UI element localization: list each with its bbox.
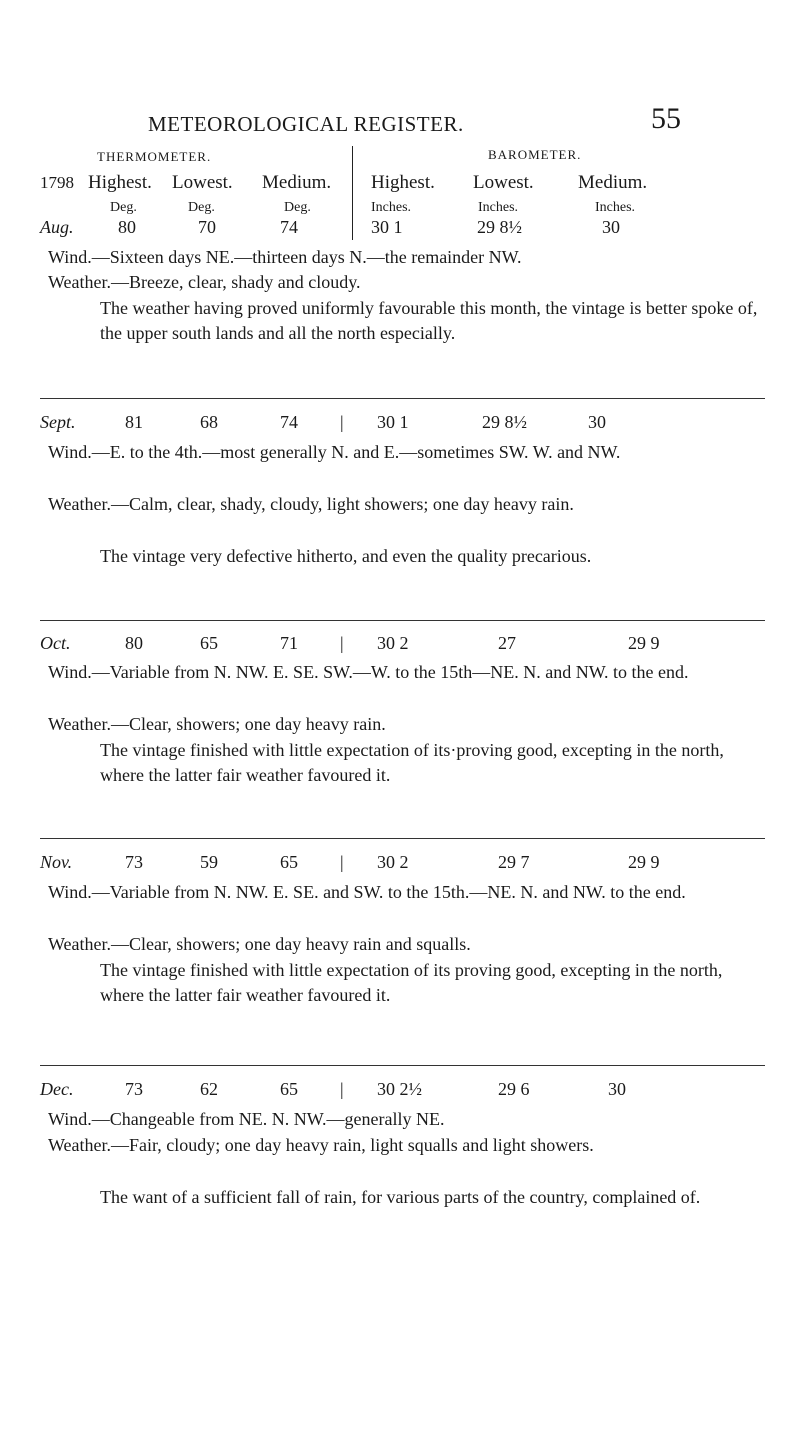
section-rule [40,838,765,839]
baro-lowest: 29 6 [498,1079,530,1099]
wind-note: Wind.—Sixteen days NE.—thirteen days N.—the remainder NW. [48,247,522,267]
thermo-lowest: 68 [200,412,218,432]
running-head [0,100,800,140]
baro-highest: 30 2½ [377,1079,422,1099]
thermo-highest: 73 [125,852,143,872]
baro-highest-header: Highest. [371,172,435,193]
thermo-medium: 65 [280,1079,298,1099]
baro-highest-unit: Inches. [371,200,412,215]
thermo-highest-unit: Deg. [110,200,137,215]
column-divider: | [340,1079,344,1099]
thermo-medium: 74 [280,412,298,432]
thermo-medium: 71 [280,633,298,653]
weather-note: Weather.—Clear, showers; one day heavy rain. [48,714,386,734]
month-label: Oct. [40,633,71,653]
baro-medium: 29 9 [628,852,660,872]
reading-row-dec [40,1079,760,1105]
thermo-lowest-header: Lowest. [172,172,233,193]
reading-row-oct [40,633,760,659]
reading-row-nov [40,852,760,878]
remark: The vintage finished with little expectation of its proving good, excepting in the north, where the latter fair weather favoured it. [100,960,723,1005]
weather-note: Weather.—Calm, clear, shady, cloudy, light showers; one day heavy rain. [48,494,574,514]
baro-highest: 30 2 [377,633,409,653]
wind-note: Wind.—Variable from N. NW. E. SE. and SW. to the 15th.—NE. N. and NW. to the end. [48,882,686,902]
month-label: Aug. [40,217,74,237]
thermometer-caption: THERMOMETER. [97,149,212,164]
column-divider: | [340,852,344,872]
thermo-highest: 80 [118,217,136,237]
thermo-medium: 74 [280,217,298,237]
baro-medium: 30 [602,217,620,237]
thermo-highest: 81 [125,412,143,432]
baro-medium-header: Medium. [578,172,648,193]
wind-note: Wind.—Variable from N. NW. E. SE. SW.—W. to the 15th—NE. N. and NW. to the end. [48,662,689,682]
column-divider: | [340,633,344,653]
thermo-medium: 65 [280,852,298,872]
remark: The vintage finished with little expectation of its·proving good, excepting in the north, where the latter fair weather favoured it. [100,740,724,785]
thermo-highest: 80 [125,633,143,653]
reading-row-aug [40,217,760,243]
thermo-lowest: 65 [200,633,218,653]
baro-lowest: 29 8½ [482,412,527,432]
wind-note: Wind.—Changeable from NE. N. NW.—generally NE. [48,1109,445,1129]
section-rule [40,620,765,621]
weather-note: Weather.—Clear, showers; one day heavy rain and squalls. [48,934,471,954]
weather-note: Weather.—Breeze, clear, shady and cloudy. [48,272,361,292]
month-label: Dec. [40,1079,74,1099]
thermo-lowest: 62 [200,1079,218,1099]
year-label: 1798 [40,173,74,192]
barometer-caption: BAROMETER. [488,147,582,162]
baro-highest: 30 1 [371,217,403,237]
thermo-highest-header: Highest. [88,172,152,193]
reading-row-sept [40,412,760,438]
thermo-highest: 73 [125,1079,143,1099]
section-rule [40,398,765,399]
baro-lowest-unit: Inches. [478,200,519,215]
column-divider: | [340,412,344,432]
baro-medium: 29 9 [628,633,660,653]
month-label: Sept. [40,412,76,432]
section-rule [40,1065,765,1066]
thermo-lowest-unit: Deg. [188,200,215,215]
wind-note: Wind.—E. to the 4th.—most generally N. and E.—sometimes SW. W. and NW. [48,442,621,462]
thermo-lowest: 70 [198,217,216,237]
thermo-medium-unit: Deg. [284,200,311,215]
running-title: METEOROLOGICAL REGISTER. [148,112,464,136]
baro-lowest: 29 7 [498,852,530,872]
baro-medium-unit: Inches. [595,200,636,215]
remark: The want of a sufficient fall of rain, for various parts of the country, complained of. [100,1187,701,1207]
thermo-lowest: 59 [200,852,218,872]
baro-lowest: 29 8½ [477,217,522,237]
weather-note: Weather.—Fair, cloudy; one day heavy rain, light squalls and light showers. [48,1135,594,1155]
baro-medium: 30 [608,1079,626,1099]
baro-medium: 30 [588,412,606,432]
thermo-medium-header: Medium. [262,172,332,193]
baro-highest: 30 2 [377,852,409,872]
baro-lowest-header: Lowest. [473,172,534,193]
remark: The weather having proved uniformly favourable this month, the vintage is better spoke of, the upper south lands and all the north especially. [100,298,758,343]
page-number: 55 [651,102,681,135]
month-label: Nov. [40,852,73,872]
baro-lowest: 27 [498,633,516,653]
baro-highest: 30 1 [377,412,409,432]
remark: The vintage very defective hitherto, and even the quality precarious. [100,546,592,566]
